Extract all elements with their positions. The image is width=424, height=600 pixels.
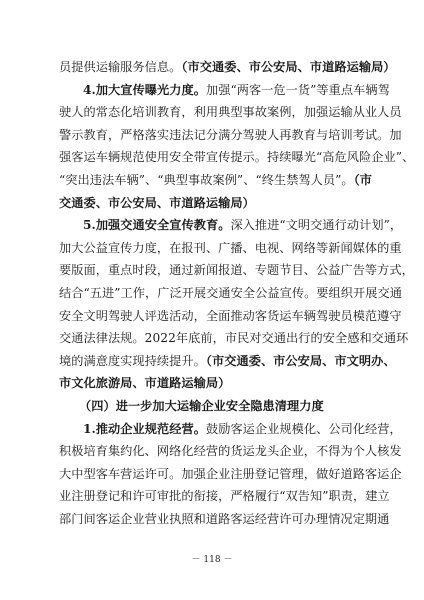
bold-text-run: 5.加强交通安全宣传教育。 — [83, 218, 231, 233]
text-line — [59, 350, 396, 373]
text-line — [59, 237, 402, 260]
bold-text-run: （四）进一步加大运输企业安全隐患清理力度 — [79, 398, 324, 413]
text-line — [59, 101, 402, 124]
text-run: 鼓励客运企业规模化、公司化经营， — [205, 421, 402, 436]
text-run: 部门间客运企业营业执照和道路客运经营许可办理情况定期通 — [59, 511, 390, 526]
text-line — [59, 124, 402, 147]
text-line — [59, 440, 402, 463]
text-run: 要版面，重点时段，通过新闻报道、专题节目、公益广告等方式， — [59, 263, 414, 278]
text-run: 警示教育，严格落实违法记分满分驾驶人再教育与培训考试。加 — [59, 127, 402, 142]
text-run: 积极培育集约化、网络化经营的货运龙头企业，不得为个人核发 — [59, 444, 402, 459]
text-line — [59, 463, 402, 486]
text-line — [59, 372, 373, 395]
body-text — [59, 56, 415, 530]
text-line — [59, 56, 396, 79]
text-run: 安全文明驾驶人评选活动，全面推动客货运车辆驾驶员模范遵守 — [59, 308, 402, 323]
text-line — [59, 259, 414, 282]
text-run: 深入推进“文明交通行动计划”， — [230, 218, 403, 233]
text-line — [59, 508, 390, 531]
bold-text-run: 1.推动企业规范经营。 — [83, 421, 206, 436]
text-line — [59, 305, 402, 328]
text-run: 交通法律法规。2022年底前，市民对交通出行的安全感和交通环 — [59, 331, 409, 346]
text-line — [59, 192, 373, 215]
text-run: 员提供运输服务信息。 — [59, 60, 182, 74]
bold-text-run: （市交通委、市公安局、市道路运输局） — [181, 60, 396, 74]
text-line — [59, 418, 402, 441]
bold-text-run: 交通委、市公安局、市道路运输局） — [59, 195, 255, 210]
text-run: 加大公益宣传力度，在报刊、广播、电视、网络等新闻媒体的重 — [59, 240, 402, 255]
bold-text-run: （市交通委、市公安局、市文明办、 — [205, 353, 396, 368]
text-line — [59, 169, 373, 192]
text-line — [59, 282, 402, 305]
text-run: 加强“两客一危一货”等重点车辆驾 — [205, 82, 390, 97]
text-run: 业注册登记和许可审批的衔接，严格履行“双告知”职责，建立 — [59, 489, 390, 504]
text-line — [59, 146, 415, 169]
page-number: － 118 － — [191, 555, 233, 565]
text-line — [59, 327, 409, 350]
text-line — [59, 79, 390, 102]
text-line — [59, 395, 373, 418]
text-run: 驶人的常态化培训教育，利用典型事故案例，加强运输从业人员 — [59, 105, 402, 120]
text-line — [59, 214, 403, 237]
text-run: 大中型客车营运许可。加强企业注册登记管理，做好道路客运企 — [59, 466, 402, 481]
text-run: “突出违法车辆”、“典型事故案例”、“终生禁驾人员”。 — [59, 172, 354, 187]
text-run: 结合“五进”工作，广泛开展交通安全公益宣传。要组织开展交通 — [59, 285, 402, 300]
bold-text-run: 4.加大宣传曝光力度。 — [83, 82, 206, 97]
text-line — [59, 485, 390, 508]
bold-text-run: （市 — [353, 172, 373, 187]
text-run: 境的满意度实现持续提升。 — [59, 353, 206, 368]
bold-text-run: 市文化旅游局、市道路运输局） — [59, 376, 231, 391]
text-run: 强客运车辆规范使用安全带宣传提示。持续曝光“高危风险企业”、 — [59, 150, 415, 165]
